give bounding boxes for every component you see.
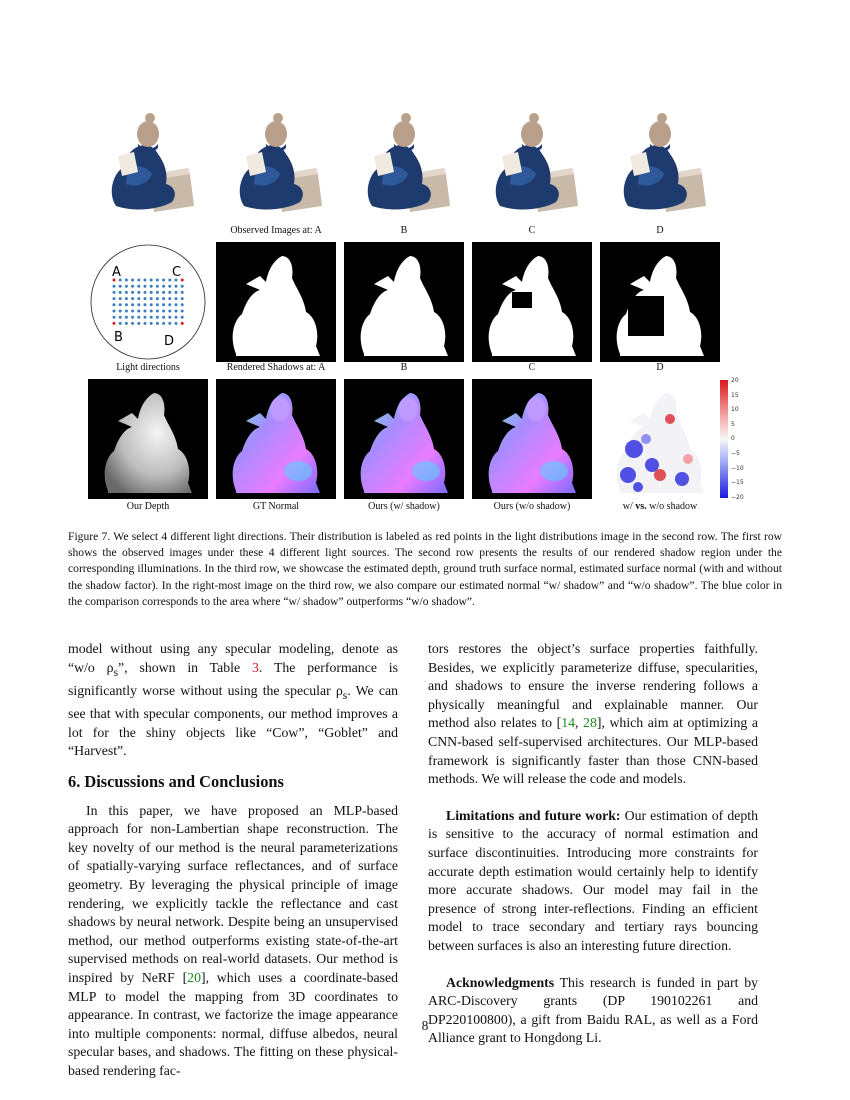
comparison-blob xyxy=(683,454,693,464)
text-span: This research is funded in part by ARC-Discovery grants (DP 190102261 and DP220100800), a gift from Baidu RAL, as well as a Ford Alliance grant to Hongdong Li. xyxy=(428,974,758,1046)
light-dot xyxy=(150,322,153,325)
light-dot xyxy=(175,297,178,300)
light-dot xyxy=(162,279,165,282)
rendered-shadow-a xyxy=(216,242,336,362)
row2-label-c: C xyxy=(528,362,536,373)
observed-image-d xyxy=(600,98,720,218)
light-dot xyxy=(150,297,153,300)
light-dot-selected xyxy=(181,322,184,325)
light-dot xyxy=(156,297,159,300)
rendered-shadow-d xyxy=(600,242,720,362)
row1-label-a: Observed Images at: A xyxy=(230,225,322,236)
row2-label-d: D xyxy=(656,362,664,373)
light-dot xyxy=(144,291,147,294)
light-dot xyxy=(131,310,134,313)
colorbar-tick: −5 xyxy=(731,450,740,457)
light-dot xyxy=(137,310,140,313)
light-dot xyxy=(175,316,178,319)
right-column xyxy=(428,640,758,1048)
left-paragraph-1 xyxy=(68,640,398,761)
light-dot xyxy=(125,322,128,325)
light-dot xyxy=(162,310,165,313)
citation-link[interactable]: 20 xyxy=(187,970,201,985)
light-dot xyxy=(175,322,178,325)
light-dot xyxy=(150,310,153,313)
row3-label-comparison xyxy=(595,501,725,513)
rendered-shadow-b xyxy=(344,242,464,362)
colorbar-tick: 20 xyxy=(731,377,739,384)
light-dot xyxy=(156,279,159,282)
light-dot xyxy=(156,310,159,313)
shadow-comparison-image xyxy=(600,379,720,499)
light-dot xyxy=(168,310,171,313)
light-dot xyxy=(113,291,116,294)
light-dot xyxy=(156,322,159,325)
bold-lead: Limitations and future work: xyxy=(446,807,621,823)
light-dot xyxy=(181,291,184,294)
row1-label-b: B xyxy=(400,225,408,236)
light-dot xyxy=(181,303,184,306)
light-dot xyxy=(150,279,153,282)
comparison-blob xyxy=(641,434,651,444)
light-dot xyxy=(181,297,184,300)
comparison-label-part-a: w/ xyxy=(622,501,636,512)
spacer xyxy=(428,956,758,974)
text-span: In this paper, we have proposed an MLP-based approach for non-Lambertian shape reconstruction. The key novelty of our method is the neural parameterizations of spatially-varying surface reflectances, and of surface geometry. By leveraging the physical principle of image rendering, we explicitly tackle the reflectance and cast shadows by neural network. Despite being an unsupervised method, our method outperforms existing state-of-the-art supervised methods on real-world datasets. Our method is inspired by NeRF [ xyxy=(68,802,398,985)
section-heading: 6. Discussions and Conclusions xyxy=(68,772,284,792)
light-dot xyxy=(162,322,165,325)
row3-label-gt-normal: GT Normal xyxy=(252,501,300,512)
text-span: ], which aim at optimizing a CNN-based self-supervised architectures. Our MLP-based framework is significantly faster than those CNN-based methods. We will release the code and models. xyxy=(428,715,759,787)
row3-label-depth: Our Depth xyxy=(126,501,170,512)
observed-image-original xyxy=(88,98,208,218)
comparison-blob xyxy=(665,414,675,424)
our-depth-image xyxy=(88,379,208,499)
left-column xyxy=(68,640,398,1081)
light-dot xyxy=(119,291,122,294)
comparison-blob xyxy=(675,472,689,486)
light-label-d: D xyxy=(164,334,175,349)
bold-lead: Acknowledgments xyxy=(446,974,555,990)
colorbar-tick: 15 xyxy=(731,391,739,399)
light-dot xyxy=(119,297,122,300)
light-dot xyxy=(125,279,128,282)
light-dot xyxy=(125,285,128,288)
light-dot xyxy=(144,279,147,282)
comparison-label-vs: vs. xyxy=(635,501,647,512)
light-dot xyxy=(131,291,134,294)
colorbar-tick: −10 xyxy=(731,464,744,472)
comparison-label-part-c: w/o shadow xyxy=(646,501,698,512)
light-dot xyxy=(181,285,184,288)
light-dot xyxy=(144,316,147,319)
text-span: . We can see that with specular components, our method improves a lot for the shiny objects like “Cow”, “Goblet” and “Harvest”. xyxy=(68,682,398,759)
light-dot xyxy=(119,303,122,306)
text-span: , xyxy=(575,715,584,731)
right-paragraph-1 xyxy=(428,640,758,789)
colorbar-tick: 0 xyxy=(731,435,735,443)
light-dot xyxy=(156,285,159,288)
text-span: tors restores the object’s surface properties faithfully. Besides, we explicitly parameterize diffuse, specularities, and shadows to ensure the inverse rendering follows a physically meaningful and explainable manner. Our method also relates to [ xyxy=(428,641,758,731)
light-dot xyxy=(137,316,140,319)
row1-label-d: D xyxy=(656,225,664,236)
colorbar-tick: 10 xyxy=(731,406,739,414)
text-span: Our estimation of depth is sensitive to the accuracy of normal estimation and surface discontinuities. Introducing more constraints for accurate depth estimation would certainly help to identify more accurate shadows. Our model may fail in the presence of strong inter-reflections. Finding an efficient model to trace secondary and tertiary rays bouncing between surfaces is also an interesting future direction. xyxy=(428,807,758,953)
observed-image-c xyxy=(472,98,592,218)
table-ref-link[interactable]: 3 xyxy=(251,659,259,675)
light-dot xyxy=(119,322,122,325)
comparison-blob xyxy=(625,440,643,458)
light-dot-selected xyxy=(181,279,184,282)
light-dot xyxy=(137,322,140,325)
light-dot xyxy=(175,291,178,294)
light-dot xyxy=(168,297,171,300)
light-dot xyxy=(175,285,178,288)
light-dot-selected xyxy=(113,322,116,325)
right-paragraph-limitations xyxy=(428,807,758,956)
light-dot xyxy=(162,285,165,288)
light-dot xyxy=(119,310,122,313)
light-dot xyxy=(131,316,134,319)
light-label-a: A xyxy=(112,265,121,280)
light-dot xyxy=(144,303,147,306)
light-dot xyxy=(168,322,171,325)
light-dot xyxy=(156,291,159,294)
comparison-blob xyxy=(620,467,636,483)
colorbar-tick: 5 xyxy=(731,420,735,428)
colorbar-tick: −20 xyxy=(731,493,744,501)
normal-without-shadow-image xyxy=(472,379,592,499)
row3-label-with-shadow: Ours (w/ shadow) xyxy=(368,501,440,512)
observed-image-a xyxy=(216,98,336,218)
light-dot xyxy=(137,303,140,306)
light-dot xyxy=(137,291,140,294)
citation-link[interactable]: 14 xyxy=(561,715,576,731)
light-dot xyxy=(131,285,134,288)
light-dot xyxy=(131,297,134,300)
light-dot xyxy=(162,303,165,306)
light-dot xyxy=(125,316,128,319)
light-dot xyxy=(137,285,140,288)
light-dot xyxy=(113,316,116,319)
light-dot xyxy=(113,303,116,306)
light-dot xyxy=(113,285,116,288)
light-dot xyxy=(144,297,147,300)
observed-image-b xyxy=(344,98,464,218)
row2-label-b: B xyxy=(400,362,408,373)
light-dot xyxy=(181,310,184,313)
figure-caption: Figure 7. We select 4 different light directions. Their distribution is labeled as red points in the light distributions image in the second row. The first row shows the observed images under these 4 different light sources. The second row presents the results of our rendered shadow region under the corresponding illuminations. In the third row, we showcase the estimated depth, ground truth surface normal, estimated surface normal (with and without the shadow factor). In the right-most image on the third row, we also compare our estimated normal “w/ shadow” and “w/o shadow”. The blue color in the comparison corresponds to the area where “w/ shadow” outperforms “w/o shadow”. xyxy=(68,530,782,608)
light-dot xyxy=(162,291,165,294)
comparison-blob xyxy=(654,469,666,481)
light-dot xyxy=(125,310,128,313)
light-label-b: B xyxy=(114,330,123,345)
text-span: ”, shown in Table xyxy=(118,659,252,675)
spacer xyxy=(428,789,758,807)
subscript: s xyxy=(342,689,348,702)
light-dot xyxy=(150,303,153,306)
light-dot xyxy=(150,291,153,294)
comparison-blob xyxy=(633,482,643,492)
light-dot xyxy=(162,316,165,319)
light-dot xyxy=(156,316,159,319)
row2-label-light: Light directions xyxy=(116,362,180,373)
light-dot xyxy=(168,279,171,282)
light-dot xyxy=(168,285,171,288)
light-dot xyxy=(113,297,116,300)
light-dot xyxy=(125,291,128,294)
light-dot xyxy=(162,297,165,300)
light-dot xyxy=(144,322,147,325)
normal-with-shadow-image xyxy=(344,379,464,499)
light-label-c: C xyxy=(172,265,182,280)
light-directions-plot xyxy=(88,242,208,362)
light-dot xyxy=(150,285,153,288)
light-dot xyxy=(168,291,171,294)
light-dot xyxy=(125,303,128,306)
light-dot xyxy=(175,303,178,306)
row2-label-a: Rendered Shadows at: A xyxy=(226,362,326,373)
page-number: 8 xyxy=(421,1018,429,1033)
light-dot xyxy=(168,316,171,319)
rendered-shadow-c xyxy=(472,242,592,362)
light-dot xyxy=(131,303,134,306)
light-dot xyxy=(150,316,153,319)
text-span: model without using any specular modeling, denote as “w/o ρ xyxy=(68,641,398,675)
light-dot xyxy=(181,316,184,319)
citation-link[interactable]: 28 xyxy=(583,715,597,731)
light-dot xyxy=(156,303,159,306)
light-dot xyxy=(113,310,116,313)
gt-normal-image xyxy=(216,379,336,499)
light-dot xyxy=(168,303,171,306)
light-dot xyxy=(175,310,178,313)
light-dot xyxy=(119,316,122,319)
light-dot xyxy=(125,297,128,300)
light-dot xyxy=(144,310,147,313)
colorbar xyxy=(720,380,728,498)
text-span: ], which uses a coordinate-based MLP to model the mapping from 3D coordinates to appearance. In contrast, we factorize the image appearance into multiple components: normal, diffuse albedos, neural specular bases, and shadows. The fitting on these physical-based rendering fac- xyxy=(68,970,398,1078)
light-dot xyxy=(131,322,134,325)
row3-label-without-shadow: Ours (w/o shadow) xyxy=(493,501,571,512)
light-dot xyxy=(119,285,122,288)
light-dot xyxy=(137,297,140,300)
light-dot xyxy=(144,285,147,288)
text-span: . The performance is significantly worse without using the specular ρ xyxy=(68,659,399,698)
light-dot xyxy=(131,279,134,282)
colorbar-tick: −15 xyxy=(731,479,744,487)
light-dot xyxy=(137,279,140,282)
row1-label-c: C xyxy=(528,225,536,236)
subscript: s xyxy=(113,666,119,679)
left-paragraph-2 xyxy=(68,802,398,1081)
right-paragraph-acknowledgments xyxy=(428,974,758,1048)
